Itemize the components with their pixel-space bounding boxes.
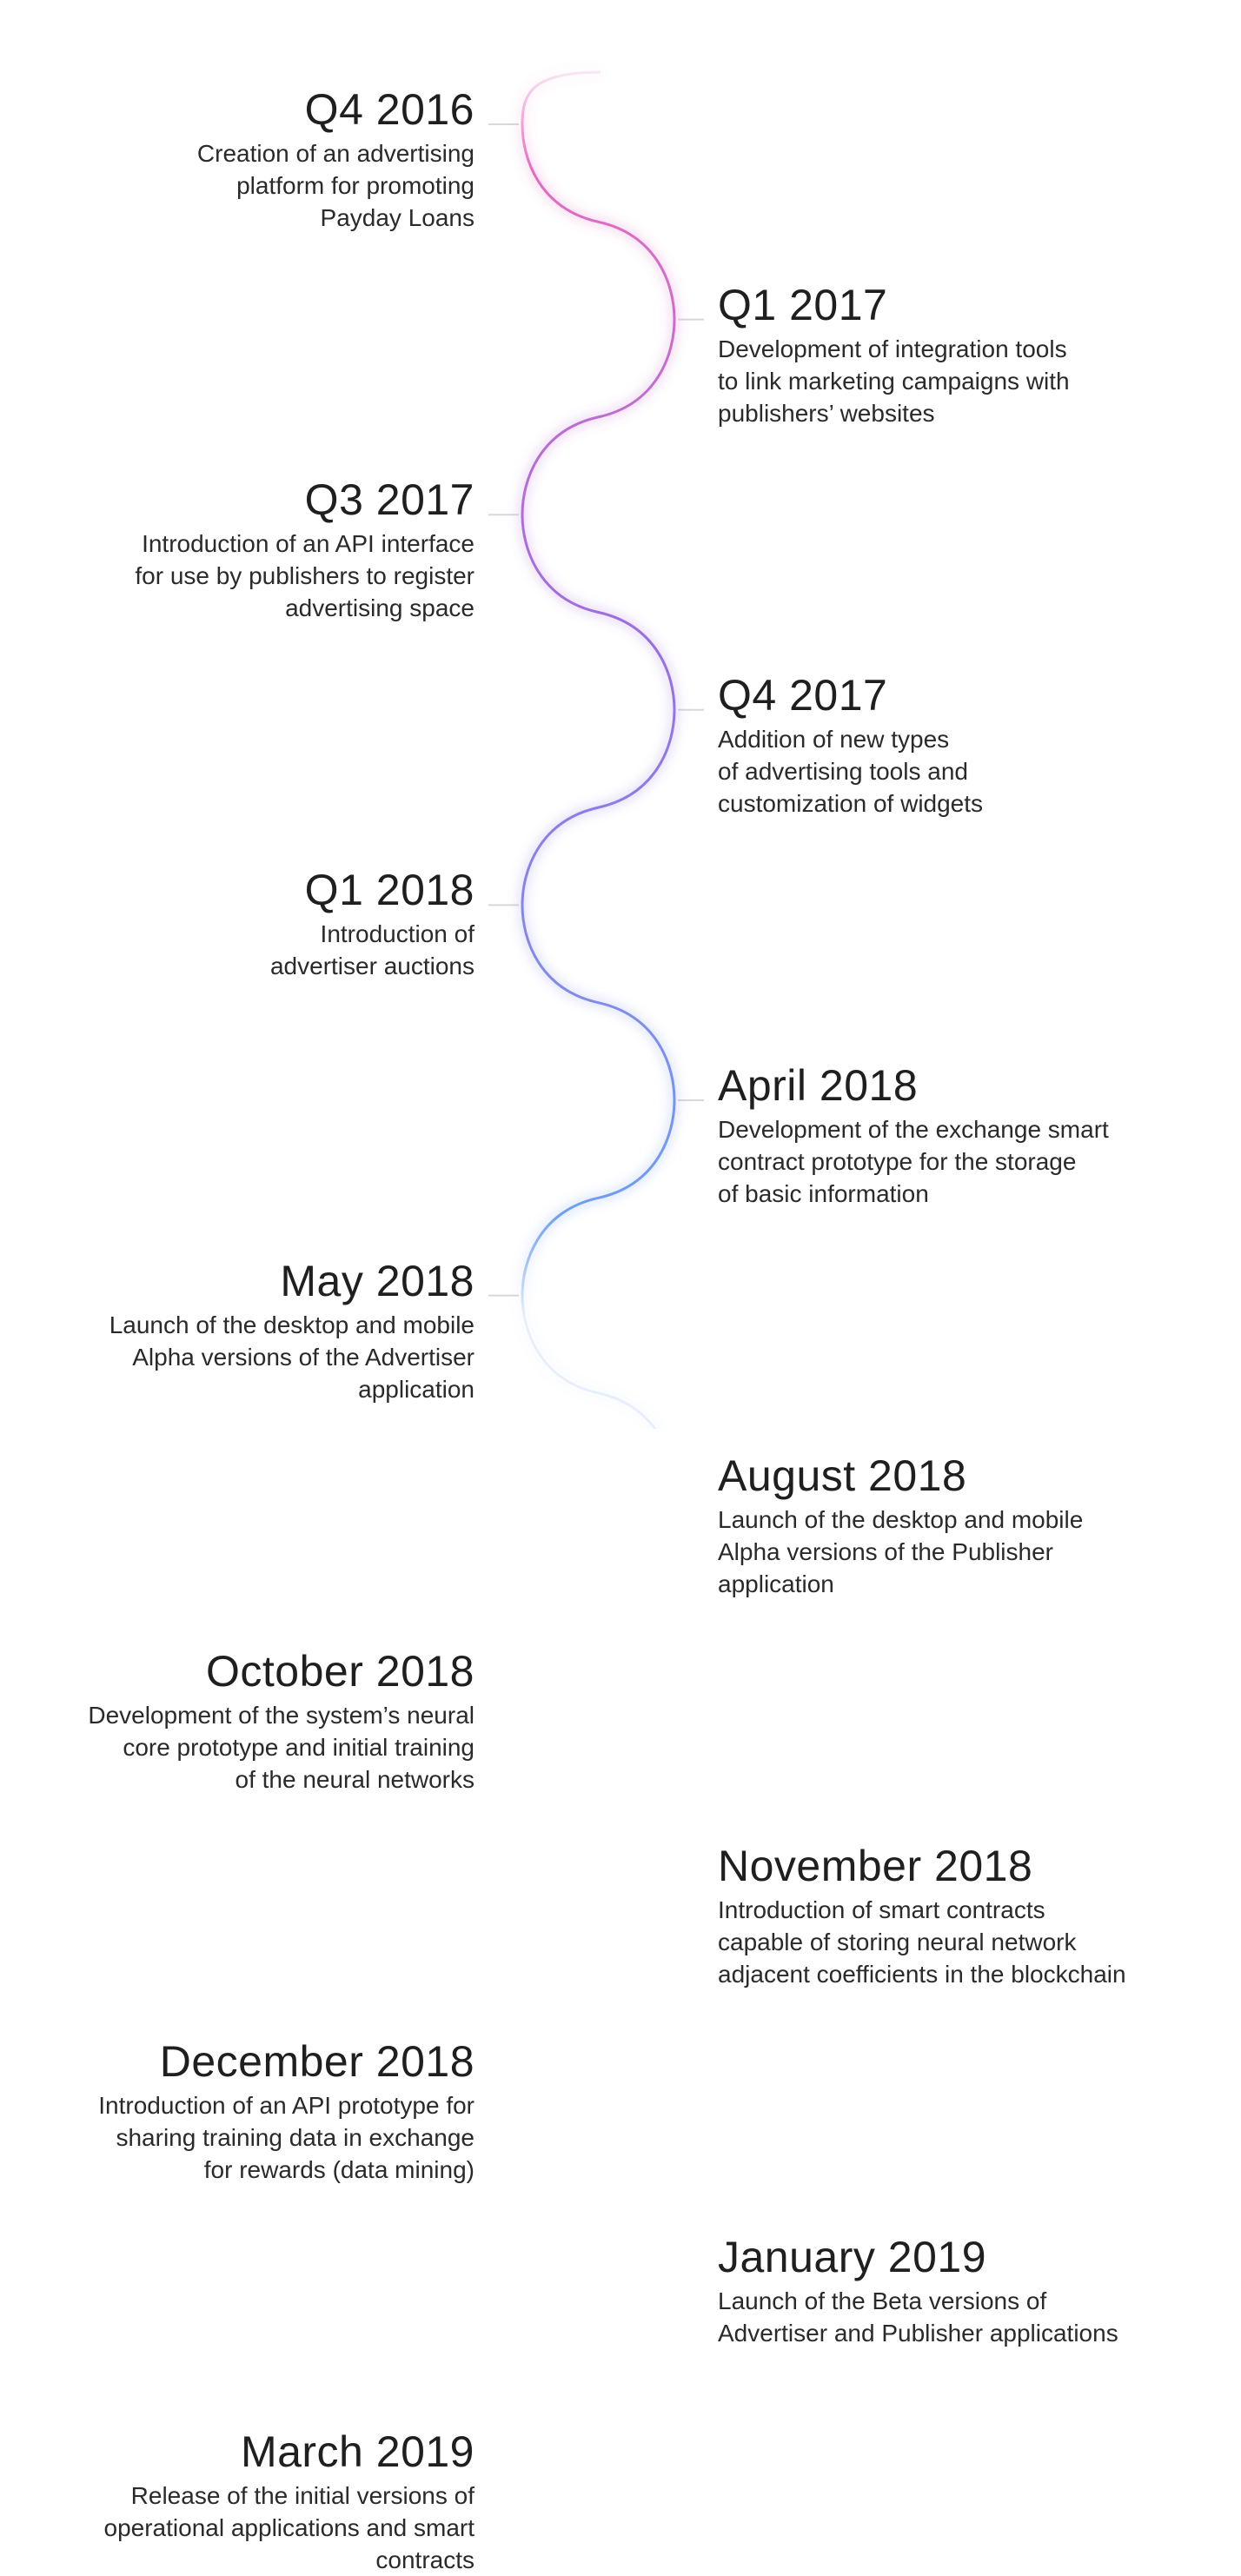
milestone-date: January 2019 xyxy=(718,2232,987,2281)
milestone-date: Q4 2016 xyxy=(304,85,474,134)
milestone-description-line: of advertising tools and xyxy=(718,757,968,785)
milestone-description-line: Release of the initial versions of xyxy=(130,2482,474,2510)
milestone-description-line: for use by publishers to register xyxy=(135,562,474,590)
milestone-1 xyxy=(718,281,1170,429)
milestone-date: Q3 2017 xyxy=(304,475,474,525)
milestone-date: December 2018 xyxy=(159,2037,474,2086)
milestone-description xyxy=(718,333,1170,429)
milestone-description xyxy=(718,2285,1170,2349)
milestone-3 xyxy=(718,671,1170,820)
milestone-4 xyxy=(23,866,474,982)
milestone-description xyxy=(718,1894,1170,1990)
milestone-description-line: of basic information xyxy=(718,1180,929,1207)
milestone-description-line: contracts xyxy=(375,2546,474,2574)
milestone-description xyxy=(23,2089,474,2186)
milestone-description xyxy=(23,528,474,624)
milestone-date: Q1 2018 xyxy=(304,866,474,915)
milestone-date: November 2018 xyxy=(718,1842,1033,1891)
milestone-description-line: adjacent coefficients in the blockchain xyxy=(718,1961,1126,1988)
milestone-date: March 2019 xyxy=(240,2427,474,2477)
milestone-date: Q1 2017 xyxy=(718,280,888,329)
milestone-date: April 2018 xyxy=(718,1061,919,1110)
milestone-description-line: advertiser auctions xyxy=(269,953,474,980)
milestone-description-line: Introduction of an API prototype for xyxy=(98,2092,474,2119)
milestone-description-line: Addition of new types xyxy=(718,725,950,753)
milestone-description-line: Development of the exchange smart xyxy=(718,1116,1109,1143)
milestone-description-line: core prototype and initial training xyxy=(123,1733,474,1761)
milestone-description-line: Introduction of smart contracts xyxy=(718,1896,1045,1924)
milestone-description-line: Advertiser and Publisher applications xyxy=(718,2319,1118,2347)
milestone-description xyxy=(23,1309,474,1405)
milestone-9 xyxy=(718,1842,1170,1990)
milestone-description-line: Launch of the desktop and mobile xyxy=(718,1506,1084,1534)
milestone-description xyxy=(718,1113,1170,1210)
milestone-description xyxy=(718,723,1170,820)
milestone-description-line: advertising space xyxy=(285,594,474,622)
milestone-description-line: Development of integration tools xyxy=(718,335,1067,362)
milestone-description-line: Creation of an advertising xyxy=(196,140,474,167)
milestone-date: Q4 2017 xyxy=(718,670,888,720)
milestone-description-line: Introduction of an API interface xyxy=(142,530,474,558)
milestone-description-line: Payday Loans xyxy=(320,204,474,231)
milestone-0 xyxy=(23,85,474,234)
milestone-5 xyxy=(718,1061,1170,1210)
milestone-description-line: Launch of the desktop and mobile xyxy=(109,1311,474,1338)
milestone-description xyxy=(23,137,474,234)
milestone-description-line: Introduction of xyxy=(320,920,474,948)
milestone-description-line: Launch of the Beta versions of xyxy=(718,2287,1047,2314)
milestone-description-line: to link marketing campaigns with xyxy=(718,367,1070,395)
milestone-description-line: contract prototype for the storage xyxy=(718,1148,1077,1175)
milestone-description-line: publishers’ websites xyxy=(718,399,935,427)
milestone-description-line: Alpha versions of the Publisher xyxy=(718,1538,1053,1566)
milestone-10 xyxy=(23,2037,474,2186)
milestone-description-line: of the neural networks xyxy=(235,1765,474,1793)
milestone-date: August 2018 xyxy=(718,1451,967,1501)
milestone-11 xyxy=(718,2233,1170,2349)
milestone-7 xyxy=(718,1451,1170,1600)
milestone-description-line: for rewards (data mining) xyxy=(203,2156,474,2183)
milestone-description xyxy=(23,1699,474,1796)
milestone-description-line: application xyxy=(718,1570,834,1598)
milestone-description-line: sharing training data in exchange xyxy=(116,2124,474,2151)
milestone-6 xyxy=(23,1257,474,1405)
milestone-date: October 2018 xyxy=(206,1646,474,1696)
milestone-description-line: platform for promoting xyxy=(236,172,474,199)
milestone-description-line: capable of storing neural network xyxy=(718,1929,1077,1956)
wave-glow xyxy=(522,72,674,1429)
milestone-8 xyxy=(23,1647,474,1796)
milestone-description xyxy=(23,2480,474,2576)
milestone-2 xyxy=(23,475,474,624)
milestone-description xyxy=(23,918,474,982)
milestone-description-line: operational applications and smart xyxy=(103,2514,474,2542)
milestone-description-line: Alpha versions of the Advertiser xyxy=(132,1343,474,1371)
milestone-description-line: application xyxy=(358,1375,474,1403)
milestone-description xyxy=(718,1504,1170,1600)
milestone-description-line: Development of the system’s neural xyxy=(88,1701,474,1729)
milestone-description-line: customization of widgets xyxy=(718,789,984,817)
milestone-date: May 2018 xyxy=(280,1256,474,1305)
milestone-12 xyxy=(23,2427,474,2576)
